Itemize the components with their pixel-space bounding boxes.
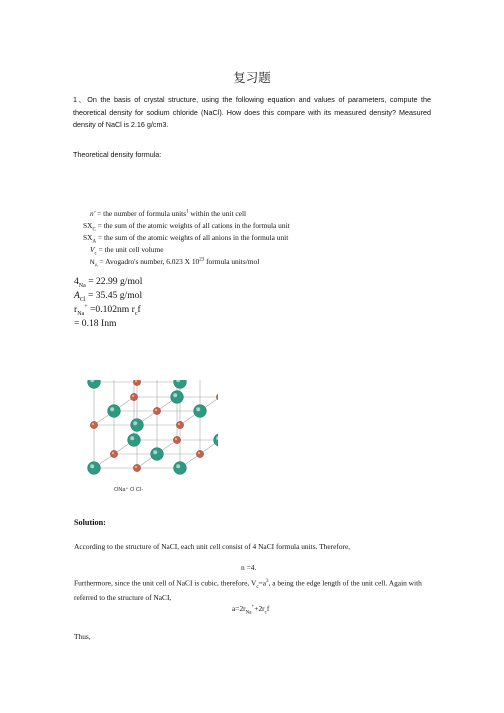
definition-volume: $V_c$ = the unit cell volume: [90, 245, 164, 257]
cl-ion: [194, 405, 207, 418]
na-ion: [110, 450, 117, 457]
problem-statement: 1、On the basis of crystal structure, using the following equation and values of parameters, compute the theoretical density for sodium chloride (NaCl). How does this compare with its measured density? Measured density of NaCl is 2.16 g/cm3.: [73, 95, 431, 130]
definition-avogadro: $N_A$ = Avogadro's number, 6.023 X $10^{23}$ formula units/mol: [90, 257, 260, 268]
nacl-crystal-structure-figure: [84, 380, 218, 480]
na-ion: [196, 450, 203, 457]
definition-anions: $SX_A$ = the sum of the atomic weights of all anions in the formula unit: [83, 233, 289, 245]
solution-paragraph-2: Furthermore, since the unit cell of NaCI is cubic, therefore, $V_c=a^3$, a being the edge length of the unit cell. Again with referred to the structure of NaCI,: [74, 578, 422, 603]
cl-ion: [108, 405, 121, 418]
definition-cations: $SX_C$ = the sum of the atomic weights of all cations in the formula unit: [83, 221, 290, 233]
cl-ion: [171, 391, 184, 404]
page-title: 复习题: [233, 70, 271, 85]
value-cl-weight: $A_{Cl} = 35.45$ g/mol: [74, 290, 143, 303]
cl-ion: [88, 380, 101, 388]
cl-ion: [174, 380, 187, 388]
na-ion: [90, 421, 97, 428]
na-ion: [130, 393, 137, 400]
cl-ion: [128, 434, 141, 447]
cl-ion: [151, 448, 164, 461]
na-ion: [153, 407, 160, 414]
na-ion: [133, 380, 140, 386]
na-ion: [133, 464, 140, 471]
solution-thus: Thus,: [74, 632, 91, 641]
solution-paragraph-1: According to the structure of NaCI, each unit cell consist of 4 NaCI formula units. Therefore,: [74, 542, 351, 551]
value-cl-radius: = 0.18 Inm: [74, 318, 117, 329]
cl-ion: [88, 462, 101, 475]
figure-legend: ONa⁺ O Cl-: [114, 487, 144, 493]
equation-n: n =4.: [241, 563, 257, 572]
cl-ion: [214, 434, 218, 447]
na-ion: [173, 436, 180, 443]
value-na-weight: $4_{Na} = 22.99$ g/mol: [74, 276, 143, 289]
value-na-radius: $r_{Na}^+ =0.102nm$ $r_cf$: [74, 304, 141, 318]
cl-ion: [174, 462, 187, 475]
cl-ion: [131, 419, 144, 432]
na-ion: [176, 421, 183, 428]
equation-a: $a=2r_{Na}^++2r_cf$: [232, 604, 270, 616]
solution-heading: Solution:: [74, 518, 106, 527]
definition-n: n' = the number of formula units$^1$ within the unit cell: [90, 209, 247, 218]
formula-caption: Theoretical density formula:: [73, 150, 162, 159]
